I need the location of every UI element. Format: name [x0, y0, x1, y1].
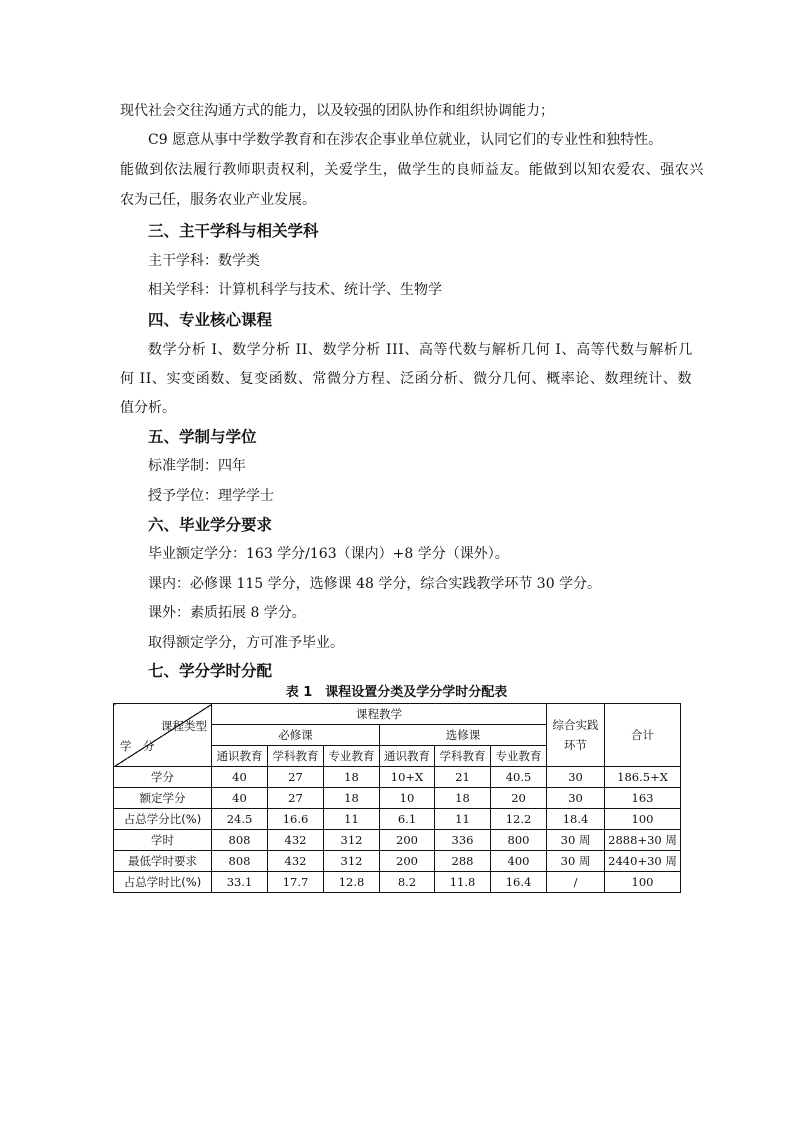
table-cell: 16.4	[491, 872, 547, 893]
paragraph-line: 值分析。	[120, 400, 176, 416]
row-label: 学时	[114, 830, 212, 851]
table-cell: 24.5	[212, 809, 268, 830]
table-cell: 18	[435, 788, 491, 809]
table-cell: 40	[212, 767, 268, 788]
row-label: 占总学分比(%)	[114, 809, 212, 830]
table-cell: 30 周	[547, 830, 605, 851]
section-heading: 四、专业核心课程	[148, 311, 273, 329]
practice-header: 综合实践 环节	[547, 704, 605, 767]
table-row	[114, 851, 681, 872]
diagonal-header-bottom: 学 分	[120, 739, 155, 753]
table-cell: 2888+30 周	[605, 830, 681, 851]
paragraph-line: 主干学科：数学类	[148, 253, 260, 269]
table-row	[114, 788, 681, 809]
table-caption: 表 1 课程设置分类及学分学时分配表	[285, 685, 508, 700]
table-cell: 12.8	[324, 872, 380, 893]
table-cell: 432	[268, 851, 324, 872]
table-cell: 6.1	[380, 809, 435, 830]
subcategory-header: 学科教育	[435, 746, 491, 767]
subcategory-header: 专业教育	[324, 746, 380, 767]
row-label: 学分	[114, 767, 212, 788]
table-cell: 100	[605, 809, 681, 830]
table-cell: 30 周	[547, 851, 605, 872]
row-label: 占总学时比(%)	[114, 872, 212, 893]
table-cell: 33.1	[212, 872, 268, 893]
table-cell: 11	[435, 809, 491, 830]
paragraph-line: 授予学位：理学学士	[148, 488, 274, 504]
table-cell: 808	[212, 851, 268, 872]
table-cell: 20	[491, 788, 547, 809]
total-header: 合计	[605, 704, 681, 767]
paragraph-line: 农为己任，服务农业产业发展。	[120, 192, 316, 208]
table-cell: 18.4	[547, 809, 605, 830]
table-cell: 18	[324, 788, 380, 809]
table-cell: 27	[268, 767, 324, 788]
subcategory-header: 通识教育	[212, 746, 268, 767]
elective-header: 选修课	[380, 725, 547, 746]
table-cell: 432	[268, 830, 324, 851]
paragraph-line: 课外：素质拓展 8 学分。	[148, 605, 306, 621]
table-cell: 800	[491, 830, 547, 851]
table-cell: 200	[380, 830, 435, 851]
table-cell: 16.6	[268, 809, 324, 830]
table-cell: 163	[605, 788, 681, 809]
table-cell: 30	[547, 767, 605, 788]
paragraph-line: 数学分析 I、数学分析 II、数学分析 III、高等代数与解析几何 I、高等代数与解析几	[148, 342, 693, 358]
row-label: 最低学时要求	[114, 851, 212, 872]
table-cell: 40	[212, 788, 268, 809]
credit-hour-table	[113, 703, 681, 893]
paragraph-line: 课内：必修课 115 学分，选修课 48 学分，综合实践教学环节 30 学分。	[148, 576, 602, 592]
subcategory-header: 通识教育	[380, 746, 435, 767]
diagonal-header-top: 课程类型	[161, 719, 207, 733]
table-cell: 2440+30 周	[605, 851, 681, 872]
required-header: 必修课	[212, 725, 380, 746]
section-heading: 六、毕业学分要求	[148, 516, 273, 534]
table-cell: 12.2	[491, 809, 547, 830]
section-heading: 七、学分学时分配	[148, 662, 273, 680]
table-row	[114, 767, 681, 788]
table-cell: 18	[324, 767, 380, 788]
table-cell: 11.8	[435, 872, 491, 893]
table-cell: 10	[380, 788, 435, 809]
table-cell: 288	[435, 851, 491, 872]
subcategory-header: 学科教育	[268, 746, 324, 767]
table-cell: 27	[268, 788, 324, 809]
paragraph-line: 现代社会交往沟通方式的能力，以及较强的团队协作和组织协调能力；	[120, 103, 554, 119]
table-cell: 40.5	[491, 767, 547, 788]
table-cell: /	[547, 872, 605, 893]
table-cell: 8.2	[380, 872, 435, 893]
paragraph-line: C9 愿意从事中学数学教育和在涉农企事业单位就业，认同它们的专业性和独特性。	[148, 132, 663, 148]
course-teaching-header: 课程教学	[212, 704, 547, 725]
section-heading: 三、主干学科与相关学科	[148, 222, 319, 240]
paragraph-line: 标准学制：四年	[148, 458, 246, 474]
table-cell: 30	[547, 788, 605, 809]
table-row	[114, 830, 681, 851]
table-cell: 312	[324, 851, 380, 872]
table-cell: 21	[435, 767, 491, 788]
subcategory-header: 专业教育	[491, 746, 547, 767]
table-row	[114, 809, 681, 830]
paragraph-line: 取得额定学分，方可准予毕业。	[148, 635, 344, 651]
table-row	[114, 872, 681, 893]
table-cell: 808	[212, 830, 268, 851]
table-cell: 100	[605, 872, 681, 893]
section-heading: 五、学制与学位	[148, 428, 257, 446]
table-cell: 186.5+X	[605, 767, 681, 788]
table-cell: 11	[324, 809, 380, 830]
table-cell: 336	[435, 830, 491, 851]
table-cell: 10+X	[380, 767, 435, 788]
table-cell: 200	[380, 851, 435, 872]
paragraph-line: 何 II、实变函数、复变函数、常微分方程、泛函分析、微分几何、概率论、数理统计、数	[120, 371, 693, 387]
table-cell: 400	[491, 851, 547, 872]
diagonal-header-cell	[114, 704, 212, 767]
table-cell: 312	[324, 830, 380, 851]
paragraph-line: 相关学科：计算机科学与技术、统计学、生物学	[148, 282, 442, 298]
paragraph-line: 毕业额定学分：163 学分/163（课内）+8 学分（课外）。	[148, 546, 509, 562]
paragraph-line: 能做到依法履行教师职责权利，关爱学生，做学生的良师益友。能做到以知农爱农、强农兴	[120, 162, 704, 178]
table-cell: 17.7	[268, 872, 324, 893]
row-label: 额定学分	[114, 788, 212, 809]
